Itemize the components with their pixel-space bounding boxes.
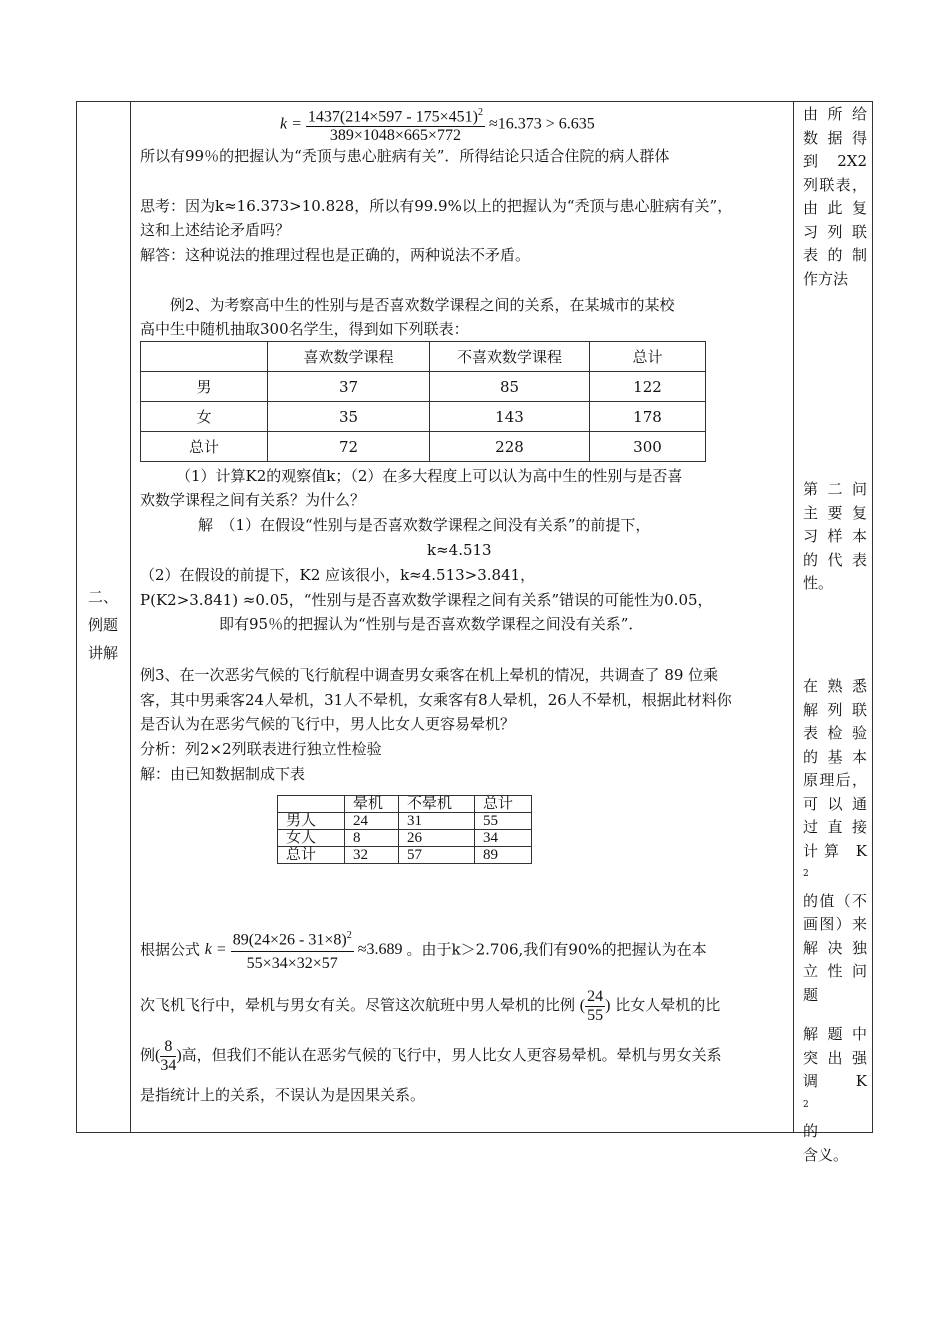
solution-line-2: （2）在假设的前提下，K2 应该很小，k≈4.513>3.841， (140, 566, 536, 584)
table-header-row: 晕机 不晕机 总计 (278, 796, 532, 813)
table-header-row: 喜欢数学课程 不喜欢数学课程 总计 (141, 342, 706, 372)
solution-k-value: k≈4.513 (427, 541, 492, 559)
solution-line-3: P(K2>3.841) ≈0.05，“性别与是否喜欢数学课程之间有关系”错误的可能性为0.05， (140, 591, 713, 609)
analysis-line: 分析：列2×2列联表进行独立性检验 (140, 740, 382, 758)
ratio-women: $\frac{8}{34}$ (160, 1038, 177, 1074)
conclusion-line-a: 次飞机飞行中，晕机与男女有关。尽管这次航班中男人晕机的比例 ( $\frac{24}{55}$ ) 比女人晕机的比 (140, 988, 721, 1024)
formula-1: k = $\frac{1437(214\times 597 - 175\times 451)^2}{389\times 1048\times 665\times 772}$ ≈16.373 > 6.635 (280, 104, 595, 145)
question-line-1: （1）计算K2的观察值k；（2）在多大程度上可以认为高中生的性别与是否喜 (176, 467, 683, 485)
airsickness-table (277, 795, 532, 864)
example-2-line-1: 例2、为考察高中生的性别与是否喜欢数学课程之间的关系，在某城市的某校 (170, 296, 675, 314)
conclusion-1: 所以有99％的把握认为“秃顶与患心脏病有关”．所得结论只适合住院的病人群体 (140, 147, 670, 165)
conclusion-line-b: 例( $\frac{8}{34}$ )高，但我们不能认在恶劣气候的飞行中，男人比女人更容易晕机。晕机与男女关系 (140, 1038, 722, 1074)
teaching-note-3: 在熟悉 解列联 表检验 的基本 原理后， 可以通 过直接 计算 K $^2$ 的值（不 画图）来 解决独 立性问 题 (803, 677, 867, 1004)
survey-table (140, 341, 706, 462)
teaching-note-4: 解题中 突出强 调 K $^2$ 的 含义。 (803, 1025, 867, 1164)
ratio-men: $\frac{24}{55}$ (587, 988, 604, 1024)
formula-2: k = $\frac{89(24\times 26 - 31\times 8)^2}{55\times 34\times 32\times 57}$ ≈3.689 (205, 941, 407, 958)
teaching-note-2: 第二问 主要复 习样本 的代表 性。 (803, 480, 867, 592)
solution-line-4: 即有95％的把握认为“性别与是否喜欢数学课程之间没有关系”． (219, 615, 644, 633)
solution-line-1: 解 （1）在假设“性别与是否喜欢数学课程之间没有关系”的前提下， (198, 516, 651, 534)
question-line-2: 欢数学课程之间有关系？为什么？ (140, 491, 366, 509)
answer: 解答：这种说法的推理过程也是正确的，两种说法不矛盾。 (140, 246, 531, 264)
table-row: 男 37 85 122 (141, 372, 706, 402)
example-3-line-2: 客，其中男乘客24人晕机，31人不晕机，女乘客有8人晕机，26人不晕机，根据此材料你 (140, 691, 732, 709)
example-2-line-2: 高中生中随机抽取300名学生，得到如下列联表： (140, 320, 469, 338)
section-label: 二、 例题 讲解 (88, 588, 119, 662)
column-divider-left (130, 102, 131, 1132)
example-3-line-1: 例3、在一次恶劣气候的飞行航程中调查男女乘客在机上晕机的情况，共调查了 89 位乘 (140, 666, 719, 684)
table-row: 女人 8 26 34 (278, 830, 532, 847)
formula-2-line: 根据公式 k = $\frac{89(24\times 26 - 31\times 8)^2}{55\times 34\times 32\times 57}$ ≈3.689 。由于k＞2.706,我们有90%的把握认为在本 (140, 925, 707, 976)
conclusion-line-c: 是指统计上的关系，不误认为是因果关系。 (140, 1086, 426, 1104)
think-line-2: 这和上述结论矛盾吗？ (140, 221, 291, 239)
column-divider-right (793, 102, 794, 1132)
table-row: 女 35 143 178 (141, 402, 706, 432)
example-3-line-3: 是否认为在恶劣气候的飞行中，男人比女人更容易晕机？ (140, 715, 516, 733)
table-row: 总计 32 57 89 (278, 847, 532, 864)
example-3-solution: 解：由已知数据制成下表 (140, 765, 306, 783)
think-line-1: 思考：因为k≈16.373>10.828，所以有99.9%以上的把握认为“秃顶与患心脏病有关”， (140, 197, 733, 215)
table-row: 男人 24 31 55 (278, 813, 532, 830)
table-row: 总计 72 228 300 (141, 432, 706, 462)
teaching-note-1: 由所给 数据得 到 2X2 列联表， 由此复 习列联 表的制 作方法 (803, 105, 867, 288)
